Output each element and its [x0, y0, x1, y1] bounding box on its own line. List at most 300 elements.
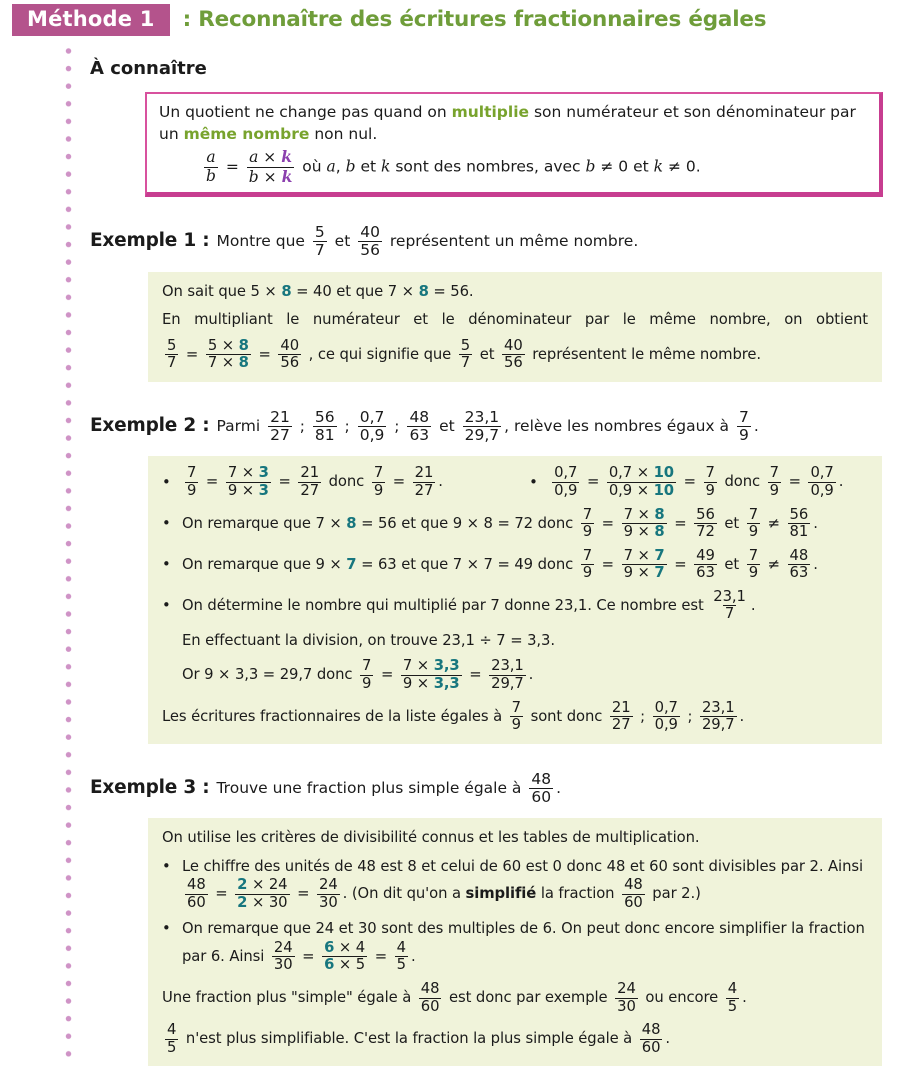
fraction-denominator [788, 523, 811, 541]
text-run: 7 [738, 407, 749, 426]
fraction-denominator [788, 564, 811, 582]
text-run: 60 [420, 997, 440, 1015]
fraction-numerator [788, 548, 811, 565]
bullet-marker-icon: • [162, 555, 171, 573]
text-run: 48 [420, 979, 440, 997]
fraction-numerator [607, 465, 676, 482]
fraction-numerator [413, 465, 436, 482]
text-run: ; [339, 417, 355, 436]
fraction-denominator [615, 998, 638, 1016]
text-run: et [434, 417, 460, 436]
text-run: × 4 [334, 938, 366, 956]
knowledge-box [145, 92, 883, 197]
fraction [622, 548, 667, 582]
fraction-numerator [204, 149, 217, 166]
fraction-numerator [360, 658, 373, 675]
fraction-numerator [459, 338, 472, 355]
text-run: . [750, 596, 756, 614]
text-run: ; [635, 707, 650, 725]
fraction [247, 148, 295, 186]
text-run: = [253, 345, 276, 363]
text-run: = [582, 473, 604, 491]
text-run: 56 [314, 407, 335, 426]
text-run: 5 [460, 336, 471, 354]
fraction-numerator [581, 548, 594, 565]
text-run: = 56. [428, 282, 474, 300]
text-run: 7 [167, 354, 177, 372]
fraction [463, 409, 502, 445]
method-badge: Méthode 1 [12, 4, 170, 36]
text-run: 9 [582, 523, 593, 541]
fraction-denominator [622, 564, 667, 582]
fraction-denominator [235, 894, 289, 912]
text-run: 21 [300, 464, 320, 482]
fraction-denominator [694, 523, 717, 541]
solution-bullet [162, 507, 868, 541]
text-run: 3 [258, 482, 269, 499]
text-run: 24 [617, 979, 636, 997]
text-run: , relève les nombres égaux à [504, 417, 734, 436]
text-run: 21 [414, 464, 434, 482]
text-run: 7 [582, 546, 593, 564]
text-run: 56 [280, 354, 300, 372]
fraction [358, 409, 387, 445]
fraction-denominator [395, 956, 408, 974]
fraction-denominator [694, 564, 717, 582]
fraction [747, 548, 760, 582]
fraction-numerator [529, 771, 553, 788]
fraction-denominator [165, 354, 178, 372]
text-run: et [329, 232, 356, 251]
text-run: 7 [460, 354, 471, 372]
fraction-denominator [360, 675, 373, 693]
fraction-denominator [419, 998, 442, 1016]
fraction [185, 877, 208, 911]
text-run: donc [324, 473, 369, 491]
fraction-numerator [552, 465, 579, 482]
fraction-numerator [747, 507, 760, 524]
text-run: ≠ 0. [663, 157, 701, 176]
text-run: sont donc [525, 707, 607, 725]
text-run: b [585, 157, 596, 176]
text-run: . [410, 947, 416, 965]
text-run: = [388, 473, 410, 491]
fraction-denominator [581, 564, 594, 582]
text-run: 48 [624, 876, 643, 894]
text-run: Une fraction plus "simple" égale à [162, 989, 416, 1007]
text-run: 63 [789, 564, 809, 582]
fraction-numerator [247, 148, 294, 166]
fraction [694, 548, 717, 582]
text-run: . [838, 473, 844, 491]
text-run: = [201, 473, 223, 491]
text-run: Montre que [216, 232, 310, 251]
fraction-denominator [747, 523, 760, 541]
fraction [607, 465, 676, 499]
fraction-denominator [322, 956, 367, 974]
text-run: 0,7 [810, 464, 834, 482]
text-run: 7 × [623, 505, 655, 523]
text-run: En effectuant la division, on trouve 23,1 ÷ 7 = 3,3. [182, 631, 555, 649]
text-run: 60 [187, 893, 206, 911]
text-run: 8 [346, 514, 357, 532]
text-run: 2 [237, 876, 248, 894]
fraction-denominator [653, 716, 680, 734]
fraction [552, 465, 579, 499]
text-run: la fraction [536, 885, 620, 903]
text-run: . (On dit qu'on a [342, 885, 466, 903]
text-run: = [181, 345, 203, 363]
fraction-denominator [185, 894, 208, 912]
text-run: 7 [346, 555, 357, 573]
text-run: 7 [705, 464, 715, 482]
text-run: = 40 et que 7 × [291, 282, 419, 300]
fraction-numerator [185, 465, 198, 482]
fraction-denominator [358, 426, 387, 444]
fraction-numerator [419, 981, 442, 998]
fraction-denominator [268, 426, 292, 444]
text-run: non nul. [309, 125, 378, 144]
text-run: 3,3 [433, 674, 460, 692]
text-run: 60 [641, 1038, 661, 1056]
fraction [278, 338, 301, 372]
text-run: = [292, 885, 315, 903]
fraction-numerator [581, 507, 594, 524]
fraction [206, 338, 251, 372]
fraction-numerator [322, 940, 367, 957]
fraction-denominator [401, 675, 462, 693]
text-run: b [345, 157, 356, 176]
text-run: . [742, 989, 747, 1007]
bullet-marker-icon: • [162, 596, 171, 614]
fraction [358, 224, 382, 260]
fraction [622, 877, 645, 911]
dotted-margin-line [64, 46, 73, 1068]
text-run: a [249, 148, 259, 167]
example-statement [216, 769, 562, 806]
text-run: On remarque que 9 × [182, 555, 347, 573]
fraction-denominator [640, 1039, 663, 1057]
text-run: 0,7 [359, 407, 385, 426]
text-run: × [258, 167, 282, 186]
solution-box [148, 456, 882, 743]
fraction-numerator [700, 700, 737, 717]
text-run: 5 × [207, 336, 239, 354]
fraction [737, 409, 751, 445]
fraction-numerator [726, 981, 739, 998]
text-run: 8 [238, 354, 249, 372]
fraction-denominator [463, 426, 502, 444]
solution-bullet [162, 918, 868, 974]
text-run: On utilise les critères de divisibilité connus et les tables de multiplication. [162, 829, 700, 847]
fraction-denominator [700, 716, 737, 734]
fraction [622, 507, 667, 541]
fraction-denominator [726, 998, 739, 1016]
text-run: = [220, 157, 244, 176]
text-run: On remarque que 24 et 30 sont des multiples de 6. On peut donc encore simplifier la fraction par 6. Ainsi [182, 920, 865, 965]
text-run: En multipliant le numérateur et le dénominateur par le même nombre, on obtient [162, 311, 868, 329]
know-heading: À connaître [90, 58, 207, 80]
fraction-numerator [372, 465, 385, 482]
text-run: b [206, 166, 216, 185]
fraction [694, 507, 717, 541]
text-run: ; [682, 707, 697, 725]
text-run: , ce qui signifie que [304, 345, 456, 363]
solution-two-column-row [162, 465, 868, 499]
fraction-denominator [372, 482, 385, 500]
text-run: représentent un même nombre. [384, 232, 639, 251]
text-run: Un quotient ne change pas quand on [159, 103, 452, 122]
solution-bullet [529, 465, 868, 499]
fraction [272, 940, 295, 974]
knowledge-text-line [201, 148, 867, 186]
text-run: 23,1 [701, 698, 735, 716]
text-run: 27 [611, 716, 631, 734]
fraction-denominator [737, 426, 751, 444]
fraction-numerator [704, 465, 717, 482]
text-run: 23,1 [491, 657, 524, 675]
fraction [747, 507, 760, 541]
fraction-denominator [407, 426, 431, 444]
text-run: × [258, 148, 282, 167]
text-run: 60 [531, 788, 552, 806]
text-run: 5 [727, 997, 738, 1015]
fraction [529, 771, 553, 807]
fraction [268, 409, 292, 445]
fraction-denominator [768, 482, 781, 500]
solution-paragraph [162, 338, 868, 372]
text-run: k [281, 166, 293, 186]
text-run: 40 [280, 336, 300, 354]
text-run: 4 [396, 938, 406, 956]
fraction [615, 981, 638, 1015]
text-run: 24 [319, 876, 338, 894]
text-run: donc [719, 473, 765, 491]
fraction-denominator [610, 716, 633, 734]
text-run: par 2.) [647, 885, 701, 903]
solution-bullet [162, 548, 868, 582]
fraction-denominator [607, 482, 676, 500]
text-run: 0,9 × [608, 482, 654, 499]
text-run: 9 [511, 716, 521, 734]
example-statement [216, 407, 759, 445]
text-run: = [669, 555, 692, 573]
text-run: 0,7 × [608, 464, 654, 482]
text-run: 72 [696, 523, 715, 541]
text-run: 56 [360, 241, 380, 260]
text-run: Trouve une fraction plus simple égale à [216, 779, 527, 797]
text-run: 8 [418, 282, 429, 300]
text-run: même nombre [183, 125, 310, 144]
example-label: Exemple 2 : [90, 415, 210, 437]
fraction [726, 981, 739, 1015]
text-run: 8 [654, 523, 665, 541]
fraction-numerator [489, 658, 526, 675]
fraction-numerator [268, 409, 292, 426]
text-run: 63 [696, 564, 715, 582]
fraction-denominator [459, 354, 472, 372]
text-run: 7 [373, 464, 384, 482]
bullet-marker-icon: • [162, 514, 171, 532]
text-run: . [665, 1030, 671, 1048]
fraction-numerator [747, 548, 760, 565]
text-run: et [355, 157, 381, 176]
text-run: 9 [582, 564, 593, 582]
fraction [610, 700, 633, 734]
fraction-numerator [313, 409, 337, 426]
solution-paragraph [162, 309, 868, 330]
text-run: 81 [314, 426, 335, 445]
text-run: . [556, 779, 562, 797]
fraction-numerator [622, 548, 667, 565]
text-run: 0,9 [554, 482, 578, 499]
text-run: et [475, 345, 500, 363]
text-run: . [438, 473, 443, 491]
text-run: 2 [237, 893, 248, 911]
fraction [419, 981, 442, 1015]
solution-bullet [162, 589, 868, 623]
fraction-numerator [313, 224, 327, 241]
fraction [407, 409, 431, 445]
fraction-denominator [185, 482, 198, 500]
fraction [581, 548, 594, 582]
fraction-denominator [226, 482, 271, 500]
fraction [459, 338, 472, 372]
solution-box [148, 272, 882, 382]
text-run: 8 [238, 336, 249, 354]
fraction-numerator [694, 548, 717, 565]
fraction-denominator [581, 523, 594, 541]
text-run: 7 × [207, 354, 239, 372]
text-run: 21 [611, 698, 631, 716]
fraction-denominator [622, 523, 667, 541]
example-statement [216, 222, 639, 260]
fraction [360, 658, 373, 692]
fraction-numerator [226, 465, 271, 482]
text-run: On détermine le nombre qui multiplié par 7 donne 23,1. Ce nombre est [182, 596, 709, 614]
fraction-numerator [185, 877, 208, 894]
text-run: 5 [167, 336, 177, 354]
text-run: 7 × [402, 657, 434, 675]
fraction [700, 700, 737, 734]
fraction [226, 465, 271, 499]
text-run: 9 [748, 523, 759, 541]
fraction-numerator [502, 338, 525, 355]
fraction-numerator [463, 409, 502, 426]
fraction-denominator [510, 716, 523, 734]
text-run: = [297, 947, 320, 965]
text-run: ≠ [763, 514, 785, 532]
fraction-numerator [737, 409, 751, 426]
text-run: 9 [748, 564, 759, 582]
text-run: n'est plus simplifiable. C'est la fraction la plus simple égale à [181, 1030, 637, 1048]
text-run: 56 [696, 505, 715, 523]
solution-bullet [162, 465, 529, 499]
text-run: = [376, 666, 398, 684]
fraction-numerator [401, 658, 462, 675]
text-run: Les écritures fractionnaires de la liste égales à [162, 707, 507, 725]
knowledge-text-line [159, 101, 867, 145]
fraction-numerator [272, 940, 295, 957]
example-label: Exemple 1 : [90, 230, 210, 252]
text-run: = [210, 885, 233, 903]
text-run: ; [389, 417, 405, 436]
fraction-numerator [768, 465, 781, 482]
text-run: Le chiffre des unités de 48 est 8 et celui de 60 est 0 donc 48 et 60 sont divisibles par 2. Ainsi [182, 857, 863, 875]
text-run: × 30 [247, 893, 288, 911]
page-title: : Reconnaître des écritures fractionnaires égales [182, 7, 767, 32]
text-run: 56 [504, 354, 523, 372]
fraction [317, 877, 340, 911]
fraction [372, 465, 385, 499]
text-run: 7 [187, 464, 197, 482]
fraction [704, 465, 717, 499]
text-run: 7 [748, 546, 759, 564]
text-run: × 24 [247, 876, 288, 894]
text-run: . [813, 555, 818, 573]
fraction [322, 940, 367, 974]
fraction [401, 658, 462, 692]
text-run: = [464, 666, 487, 684]
fraction-numerator [510, 700, 523, 717]
fraction-denominator [298, 482, 321, 500]
text-run: et [719, 555, 744, 573]
fraction [235, 877, 289, 911]
text-run: = 56 et que 9 × 8 = 72 donc [356, 514, 578, 532]
text-run: sont des nombres, avec [390, 157, 586, 176]
text-run: . [813, 514, 818, 532]
text-run: a [206, 148, 216, 167]
text-run: 48 [789, 546, 809, 564]
fraction-denominator [272, 956, 295, 974]
fraction [510, 700, 523, 734]
text-run: 48 [187, 876, 206, 894]
fraction-denominator [313, 426, 337, 444]
text-run: = [597, 514, 619, 532]
fraction [165, 338, 178, 372]
text-run: = [597, 555, 619, 573]
text-run: 48 [531, 769, 552, 788]
text-run: 0,9 [359, 426, 385, 445]
text-run: On sait que 5 × [162, 282, 282, 300]
fraction [808, 465, 835, 499]
text-run: . [753, 417, 759, 436]
text-run: 6 [324, 956, 335, 974]
text-run: 63 [409, 426, 430, 445]
text-run: 30 [617, 997, 636, 1015]
fraction [581, 507, 594, 541]
fraction [788, 548, 811, 582]
fraction-denominator [278, 354, 301, 372]
text-run: 8 [281, 282, 292, 300]
text-run: 5 [167, 1038, 177, 1056]
text-run: = [783, 473, 806, 491]
text-run: 9 [362, 674, 372, 692]
text-run: 29,7 [491, 674, 524, 692]
text-run: 9 [738, 426, 749, 445]
example-section [90, 771, 900, 1067]
text-run: 9 × [623, 523, 655, 541]
text-run: b [248, 167, 259, 186]
text-run: 9 [705, 482, 715, 499]
fraction [313, 224, 327, 260]
bullet-marker-icon: • [162, 857, 171, 875]
text-run: 7 [654, 564, 665, 582]
fraction [788, 507, 811, 541]
fraction [711, 589, 748, 623]
text-run: multiplie [451, 103, 530, 122]
fraction-numerator [358, 224, 382, 241]
